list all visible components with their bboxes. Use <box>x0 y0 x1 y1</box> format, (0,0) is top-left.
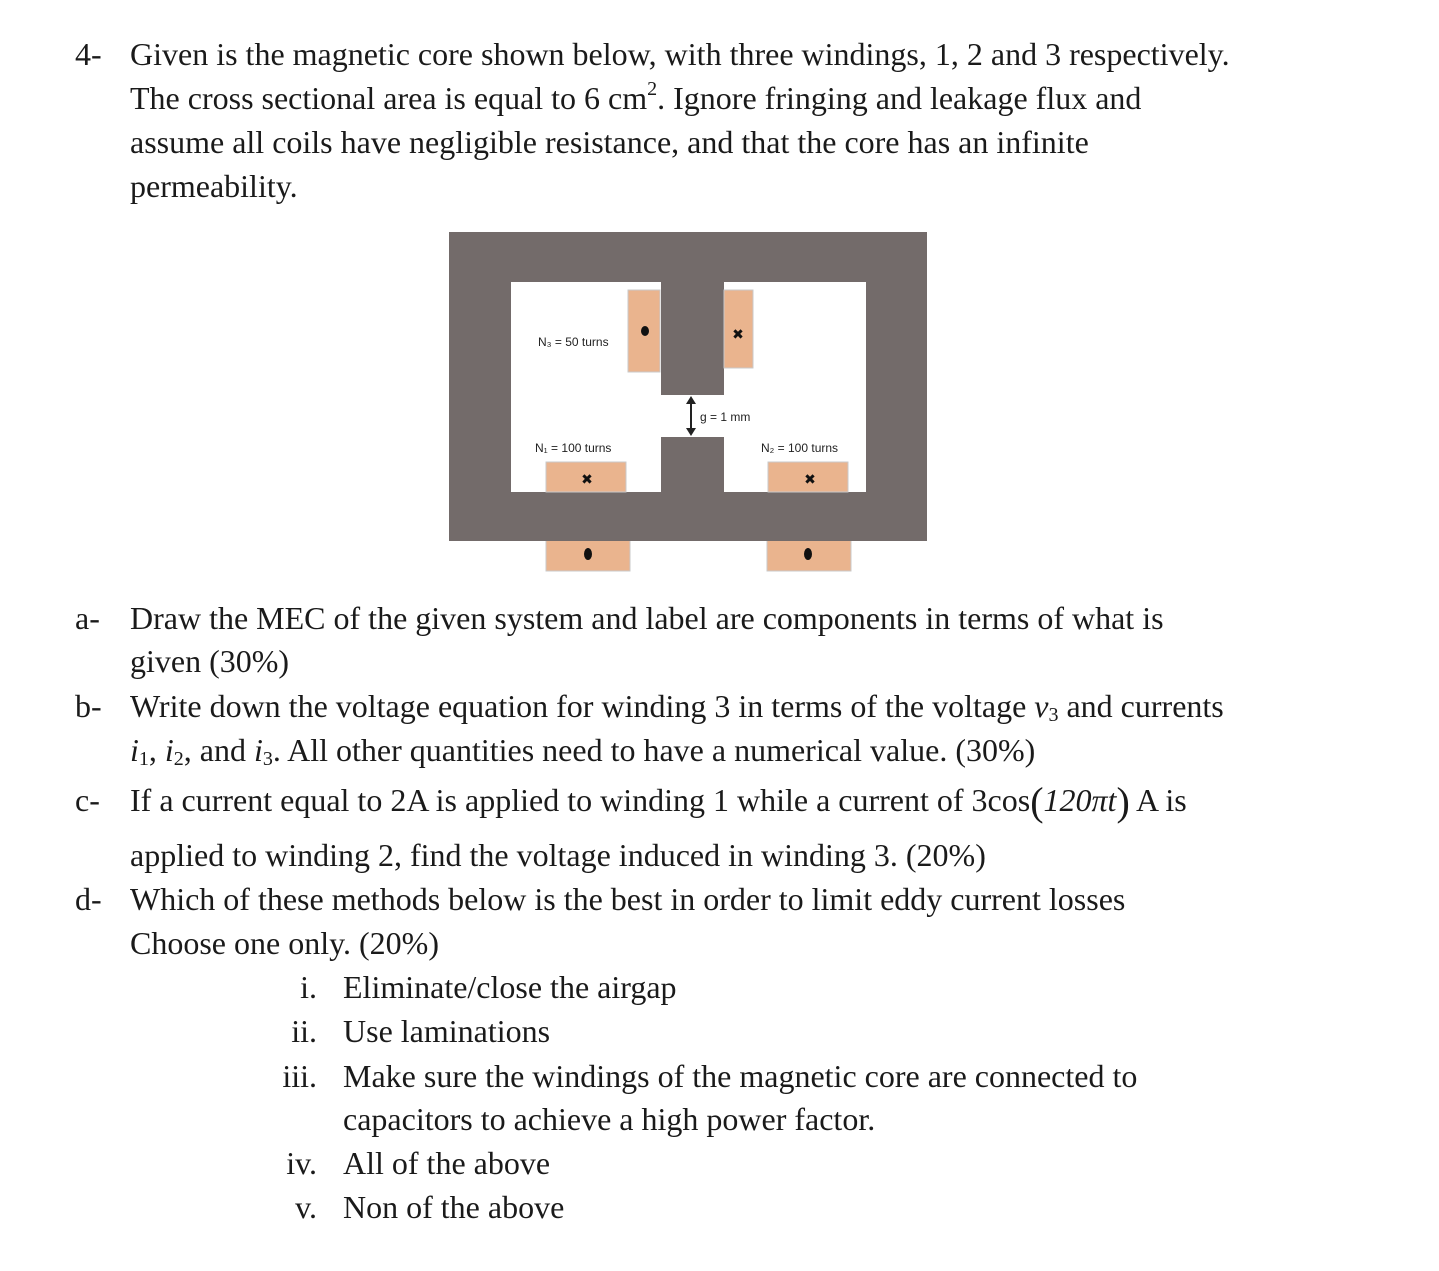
winding-1-cross: ✖ <box>581 471 593 487</box>
i-separator-2: , and <box>183 732 254 768</box>
option-ii-number: ii. <box>291 1013 317 1049</box>
intro-line-2b: . Ignore fringing and leakage flux and <box>657 80 1142 116</box>
area-exponent: 2 <box>647 78 658 100</box>
question-b-line-1-post: and currents <box>1058 688 1224 724</box>
magnetic-core-figure <box>0 0 1439 600</box>
problem-number: 4- <box>75 36 102 72</box>
question-c-line-1-pre: If a current equal to 2A is applied to winding 1 while a current of 3cos <box>130 782 1031 818</box>
winding-1-dot <box>584 548 592 560</box>
v3-variable: v <box>1034 688 1049 724</box>
option-iii-text: Make sure the windings of the magnetic core are connected to <box>343 1058 1138 1094</box>
question-b-line-2-post: . All other quantities need to have a numerical value. (30%) <box>272 732 1036 768</box>
question-d-line-2: Choose one only. (20%) <box>130 925 439 961</box>
n1-label: N₁ = 100 turns <box>535 441 612 455</box>
i-separator-1: , <box>148 732 165 768</box>
option-i-number: i. <box>300 969 317 1005</box>
paren-close: ) <box>1116 779 1130 824</box>
option-v-number: v. <box>295 1189 317 1225</box>
question-a-marker: a- <box>75 600 100 636</box>
gap-label: g = 1 mm <box>700 410 751 424</box>
i3-variable: i <box>253 732 263 768</box>
winding-2-dot <box>804 548 812 560</box>
n2-label: N₂ = 100 turns <box>761 441 839 455</box>
i1-variable: i <box>130 732 139 768</box>
i2-subscript: 2 <box>173 748 184 770</box>
question-b-line-2 <box>130 730 1035 779</box>
option-i-text: Eliminate/close the airgap <box>343 969 677 1005</box>
option-v-text: Non of the above <box>343 1189 565 1225</box>
winding-3-cross: ✖ <box>732 326 744 342</box>
question-c-line-1 <box>130 780 1187 822</box>
question-c-line-2: applied to winding 2, find the voltage induced in winding 3. (20%) <box>130 837 986 873</box>
option-iii-text-cont: capacitors to achieve a high power factor. <box>343 1101 876 1137</box>
i3-subscript: 3 <box>262 748 273 770</box>
paren-open: ( <box>1030 779 1044 824</box>
question-b-line-1-pre: Write down the voltage equation for winding 3 in terms of the voltage <box>130 688 1035 724</box>
option-iii-number: iii. <box>282 1058 317 1094</box>
option-iv-text: All of the above <box>343 1145 551 1181</box>
winding-3-dot <box>641 326 649 336</box>
intro-line-4: permeability. <box>130 168 298 204</box>
question-a-line-1: Draw the MEC of the given system and label are components in terms of what is <box>130 600 1164 636</box>
i1-subscript: 1 <box>138 748 149 770</box>
intro-line-2a: The cross sectional area is equal to 6 cm <box>130 80 648 116</box>
intro-line-3: assume all coils have negligible resistance, and that the core has an infinite <box>130 124 1089 160</box>
n3-label: N₃ = 50 turns <box>538 335 609 349</box>
intro-line-1: Given is the magnetic core shown below, with three windings, 1, 2 and 3 respectively. <box>130 36 1230 72</box>
question-d-marker: d- <box>75 881 102 917</box>
option-ii-text: Use laminations <box>343 1013 551 1049</box>
option-iv-number: iv. <box>286 1145 317 1181</box>
cos-argument: 120πt <box>1043 782 1117 818</box>
question-c-marker: c- <box>75 782 100 818</box>
question-a-line-2: given (30%) <box>130 643 290 679</box>
question-d-line-1: Which of these methods below is the best in order to limit eddy current losses <box>130 881 1126 917</box>
question-c-line-1-post: A is <box>1129 782 1187 818</box>
i2-variable: i <box>164 732 174 768</box>
v3-subscript: 3 <box>1048 704 1059 726</box>
question-b-marker: b- <box>75 688 102 724</box>
question-b-line-1 <box>130 686 1224 735</box>
winding-2-cross: ✖ <box>804 471 816 487</box>
